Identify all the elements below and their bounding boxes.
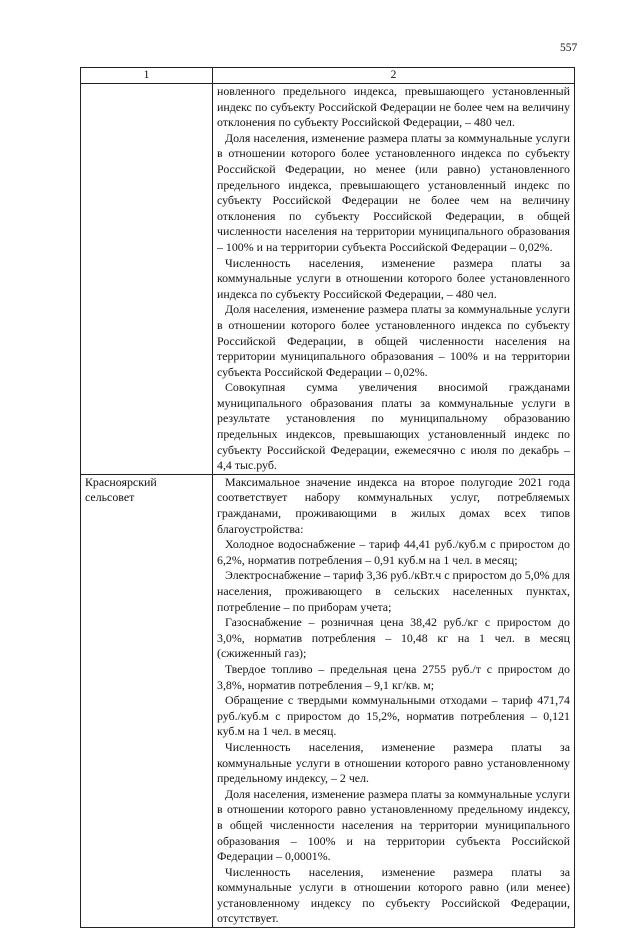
paragraph: Твердое топливо – предельная цена 2755 руб./т с приростом до 3,8%, норматив потребления – 9,1 кг/кв. м; <box>217 661 570 692</box>
paragraph: Совокупная сумма увеличения вносимой гражданами муниципального образования платы за коммунальные услуги в результате установления по муниципальному образованию предельных индексов, превышающих установленный индекс по субъекту Российской Федерации, ежемесячно с июля по декабрь – 4,4 тыс.руб. <box>217 380 570 473</box>
paragraph: Численность населения, изменение размера платы за коммунальные услуги в отношении которого более установленного индекса по субъекту Российской Федерации, – 480 чел. <box>217 255 570 301</box>
table-row <box>81 84 575 475</box>
description-cell <box>213 84 575 475</box>
paragraph: Доля населения, изменение размера платы за коммунальные услуги в отношении которого более установленного индекса по субъекту Российской Федерации, но менее (или равно) установленного предельного индекса, превышающего установленный индекс по субъекту Российской Федерации не более чем на величину отклонения по субъекту Российской Федерации, в общей численности населения на территории муниципального образования – 100% и на территории субъекта Российской Федерации – 0,02%. <box>217 130 570 254</box>
page-number: 557 <box>560 42 578 54</box>
paragraph: Доля населения, изменение размера платы за коммунальные услуги в отношении которого более установленного индекса по субъекту Российской Федерации, в общей численности населения на территории муниципального образования – 100% и на территории субъекта Российской Федерации – 0,02%. <box>217 302 570 379</box>
paragraph: Максимальное значение индекса на второе полугодие 2021 года соответствует набору коммунальных услуг, потребляемых гражданами, проживающими в жилых домах всех типов благоустройства: <box>217 474 570 536</box>
municipality-cell <box>81 84 213 475</box>
table-row <box>81 474 575 927</box>
description-cell <box>213 474 575 927</box>
paragraph: Численность населения, изменение размера платы за коммунальные услуги в отношении которого равно установленному предельному индексу, – 2 чел. <box>217 739 570 786</box>
paragraph: Доля населения, изменение размера платы за коммунальные услуги в отношении которого равно установленному предельному индексу, в общей численности населения на территории муниципального образования – 100% и на территории субъекта Российской Федерации – 0,0001%. <box>217 786 570 864</box>
document-table <box>80 67 575 928</box>
paragraph: Газоснабжение – розничная цена 38,42 руб./кг с приростом до 3,0%, норматив потребления – 10,48 кг на 1 чел. в месяц (сжиженный газ); <box>217 615 570 661</box>
paragraph: Численность населения, изменение размера платы за коммунальные услуги в отношении которого равно (или менее) установленному индексу по субъекту Российской Федерации, отсутствует. <box>217 864 570 926</box>
table-header-row <box>81 68 575 84</box>
paragraph: Обращение с твердыми коммунальными отходами – тариф 471,74 руб./куб.м с приростом до 15,2%, норматив потребления – 0,121 куб.м на 1 чел. в месяц. <box>217 693 570 739</box>
paragraph: Холодное водоснабжение – тариф 44,41 руб./куб.м с приростом до 6,2%, норматив потребления – 0,91 куб.м на 1 чел. в месяц; <box>217 537 570 567</box>
paragraph: новленного предельного индекса, превышающего установленный индекс по субъекту Российской Федерации не более чем на величину отклонения по субъекту Российской Федерации, – 480 чел. <box>217 84 570 130</box>
column-header-1: 1 <box>81 68 213 84</box>
paragraph: Электроснабжение – тариф 3,36 руб./кВт.ч с приростом до 5,0% для населения, проживающего в сельских населенных пунктах, потребление – по приборам учета; <box>217 568 570 614</box>
municipality-cell: Красноярский сельсовет <box>81 474 213 927</box>
column-header-2: 2 <box>213 68 575 84</box>
